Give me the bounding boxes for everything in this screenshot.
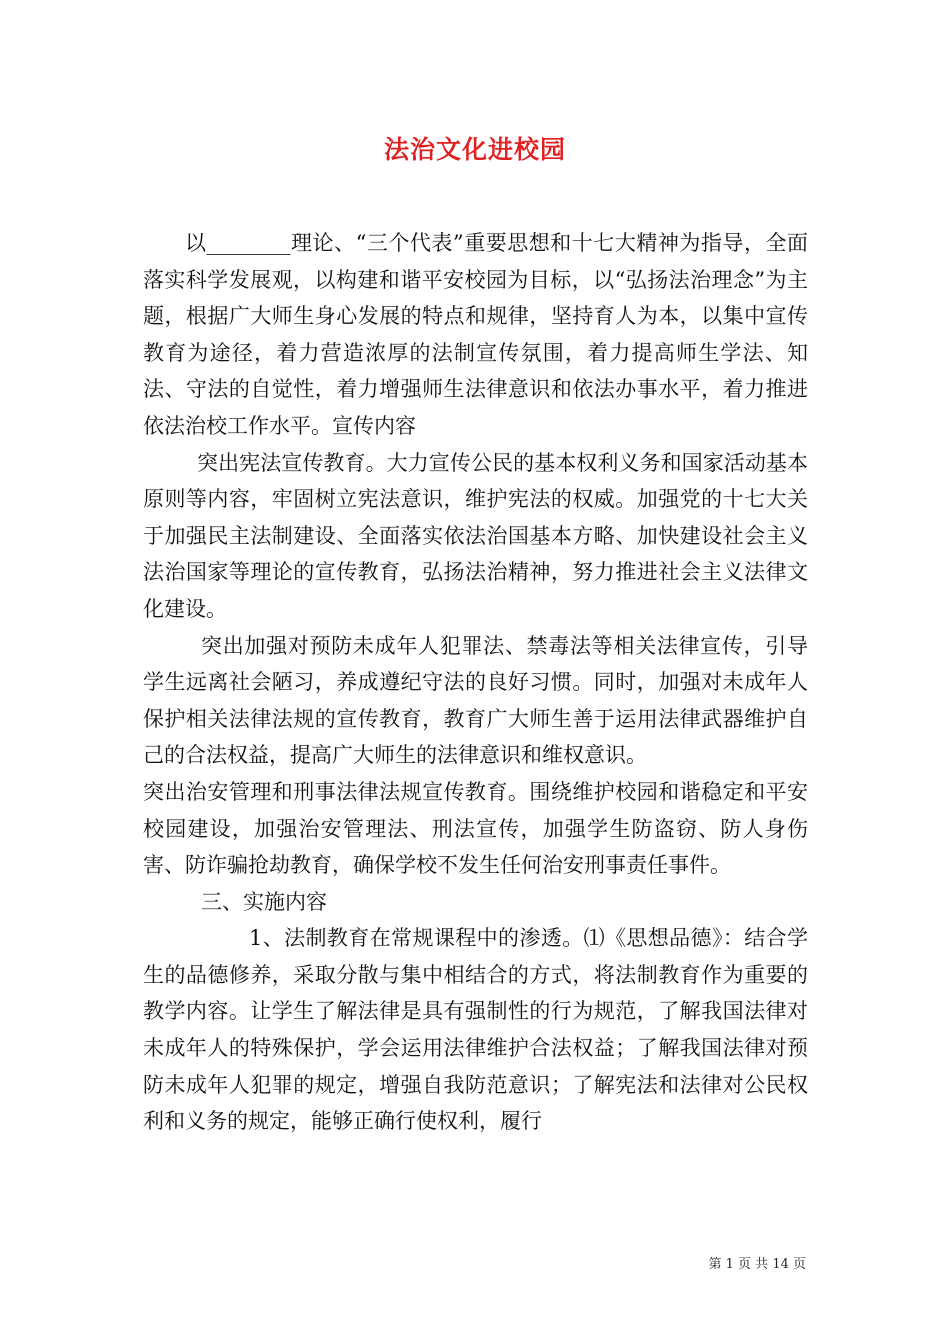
paragraph-juvenile-law: 突出加强对预防未成年人犯罪法、禁毒法等相关法律宣传，引导学生远离社会陋习，养成遵纪守法的良好习惯。同时，加强对未成年人保护相关法律法规的宣传教育，教育广大师生善于运用法律武器维护自己的合法权益，提高广大师生的法律意识和维权意识。 [143, 633, 808, 768]
paragraph-curriculum: 1、法制教育在常规课程中的渗透。⑴《思想品德》：结合学生的品德修养，采取分散与集中相结合的方式，将法制教育作为重要的教学内容。让学生了解法律是具有强制性的行为规范，了解我国法律对未成年人的特殊保护，学会运用法律维护合法权益；了解我国法律对预防未成年人犯罪的规定，增强自我防范意识；了解宪法和法律对公民权利和义务的规定，能够正确行使权利，履行 [143, 926, 808, 1134]
paragraph-constitution: 突出宪法宣传教育。大力宣传公民的基本权利义务和国家活动基本原则等内容，牢固树立宪法意识，维护宪法的权威。加强党的十七大关于加强民主法制建设、全面落实依法治国基本方略、加快建设社会主义法治国家等理论的宣传教育，弘扬法治精神，努力推进社会主义法律文化建设。 [143, 450, 808, 621]
paragraph-guiding-thought: 以________理论、“三个代表”重要思想和十七大精神为指导，全面落实科学发展观，以构建和谐平安校园为目标，以“弘扬法治理念”为主题，根据广大师生身心发展的特点和规律，坚持育人为本，以集中宣传教育为途径，着力营造浓厚的法制宣传氛围，着力提高师生学法、知法、守法的自觉性，着力增强师生法律意识和依法办事水平，着力推进依法治校工作水平。宣传内容 [143, 231, 808, 438]
page-number-footer: 第 1 页 共 14 页 [708, 1257, 806, 1272]
section-heading-implementation: 三、实施内容 [201, 889, 327, 914]
paragraph-public-security: 突出治安管理和刑事法律法规宣传教育。围绕维护校园和谐稳定和平安校园建设，加强治安管理法、刑法宣传，加强学生防盗窃、防人身伤害、防诈骗抢劫教育，确保学校不发生任何治安刑事责任事件。 [143, 779, 808, 878]
document-body [143, 225, 808, 1140]
document-title: 法治文化进校园 [383, 135, 566, 164]
